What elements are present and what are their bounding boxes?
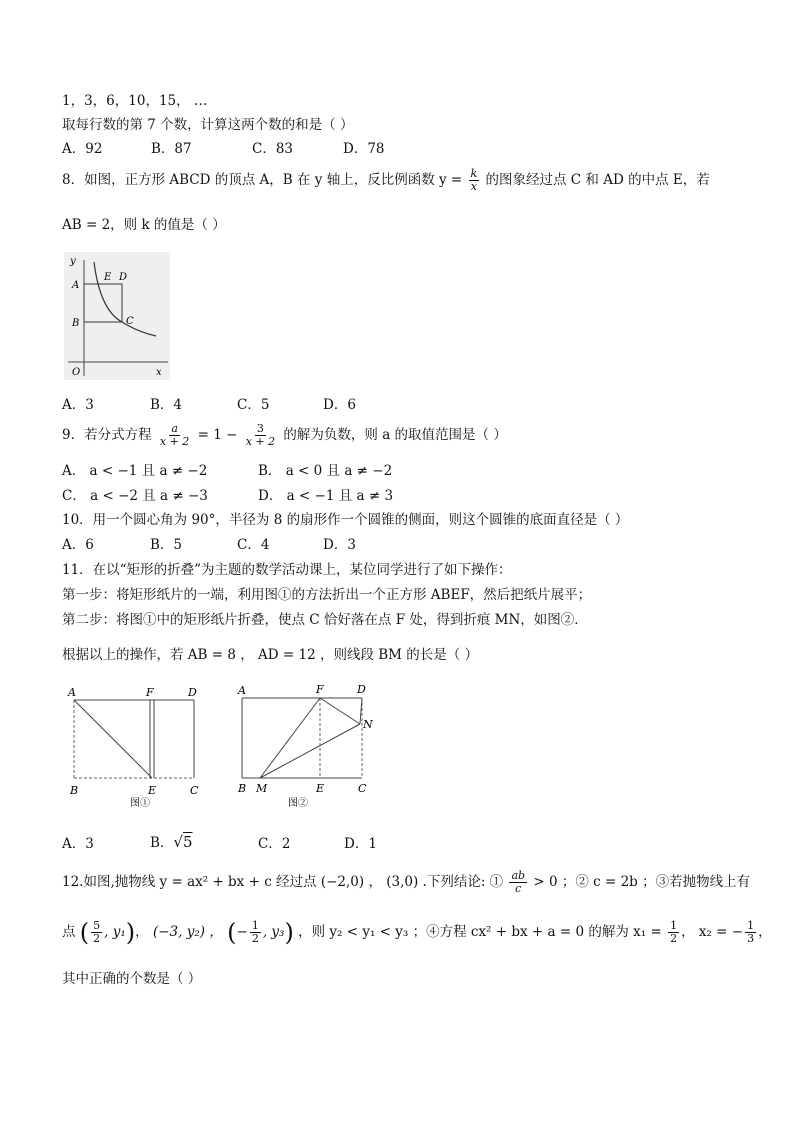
q12-x1-fraction (668, 920, 679, 945)
q11-fig1-caption: 图① (130, 798, 150, 809)
q9-fraction-1-numerator: a (171, 422, 178, 435)
q7-option-b: B．87 (151, 141, 192, 157)
q9-option-c: C． a < −2 且 a ≠ −3 (62, 488, 208, 504)
q12-x2-fraction (745, 920, 756, 945)
q11-fig2-label-f: F (316, 683, 324, 696)
q9-stem (62, 423, 507, 448)
q12-line1-part-b: > 0 ；② c = 2b ；③若抛物线上有 (533, 874, 751, 890)
q12-point3-y: , y₃ (262, 924, 285, 940)
q12-line3: 其中正确的个数是（ ） (62, 971, 202, 987)
q12-paren-open-3: ( (227, 918, 237, 947)
q11-fig2-label-b: B (238, 782, 247, 795)
q8-label-b: B (72, 318, 80, 329)
q12-line2: 点 ( $\frac{5}{2}$ , y₁)， (−3, y₂) ， (− $\frac{1}{2}$ , y₃) ，则 y₂ < y₁ < y₃ ；④方程 cx² + bx + a = 0 的解为 x₁ = $\frac{1}{2}$ ， x₂ = − $\frac{1}{3}$ ， (62, 918, 772, 947)
q12-fraction-abc-denominator: c (515, 882, 522, 895)
q11-fig1-label-c: C (190, 784, 199, 797)
q11-fig2-label-a: A (238, 684, 246, 697)
q12-x2-denominator: 3 (747, 932, 755, 945)
q11-option-c: C．2 (258, 836, 291, 852)
q12-point2: (−3, y₂) ， (152, 924, 223, 940)
q10-option-b: B．5 (150, 537, 183, 553)
q9-option-b: B． a < 0 且 a ≠ −2 (258, 463, 393, 479)
q11-option-b-radicand: 5 (182, 833, 193, 851)
q7-option-d: D．78 (343, 141, 385, 157)
q8-label-c: C (126, 316, 134, 327)
q12-fraction-abc-numerator: ab (511, 869, 526, 882)
q9-stem-part-a: 9．若分式方程 (62, 427, 152, 443)
q11-figure-1 (66, 682, 216, 810)
q11-fig1-label-b: B (70, 784, 79, 797)
q12-point1-numerator: 5 (93, 919, 101, 932)
q11-figure-2 (234, 682, 394, 810)
q9-stem-part-b: 的解为负数，则 a 的取值范围是（ ） (283, 427, 507, 443)
q8-fraction-denominator: x (470, 180, 477, 193)
q12-line2-part-b: ，则 y₂ < y₁ < y₃ ；④方程 cx² + bx + a = 0 的解为 x₁ = (298, 924, 662, 940)
q11-option-a: A．3 (62, 836, 94, 852)
q7-sequence: 1，3，6，10，15， … (62, 93, 208, 109)
q8-stem-part-b: 的图象经过点 C 和 AD 的中点 E，若 (485, 172, 710, 188)
q8-option-c: C．5 (237, 397, 270, 413)
q9-fraction-2 (244, 423, 277, 448)
q11-fig2-label-c: C (358, 782, 367, 795)
q12-line1-part-a: 12.如图,抛物线 y = ax² + bx + c 经过点 (−2,0) ， (3,0) .下列结论: ① (62, 874, 504, 890)
q11-stem: 11．在以“矩形的折叠”为主题的数学活动课上，某位同学进行了如下操作： (62, 562, 512, 578)
q12-x1-numerator: 1 (670, 919, 678, 932)
q9-equals: = 1 − (197, 427, 238, 443)
q8-option-a: A．3 (62, 397, 94, 413)
q8-label-a: A (72, 280, 80, 291)
q12-point3-denominator: 2 (251, 932, 259, 945)
q11-fig2-label-m: M (256, 782, 268, 795)
q8-fraction-numerator: k (470, 167, 478, 180)
q8-stem-part-a: 8．如图，正方形 ABCD 的顶点 A，B 在 y 轴上，反比例函数 y = (62, 172, 463, 188)
q11-fig2-label-n: N (363, 718, 373, 731)
q8-stem (62, 168, 710, 193)
q12-point1-y: , y₁ (104, 924, 126, 940)
q8-label-e: E (104, 272, 112, 283)
q11-question: 根据以上的操作，若 AB = 8 ， AD = 12 ，则线段 BM 的长是（ ） (62, 647, 479, 663)
q11-fig1-label-d: D (188, 686, 197, 699)
q9-fraction-1 (158, 423, 191, 448)
q12-line1 (62, 870, 750, 895)
q9-fraction-2-numerator: 3 (256, 422, 264, 435)
q9-fraction-1-denominator: x + 2 (159, 435, 190, 448)
q11-step1: 第一步：将矩形纸片的一端，利用图①的方法折出一个正方形 ABEF，然后把纸片展平； (62, 587, 592, 603)
q8-label-y: y (70, 256, 76, 267)
q8-label-x: x (156, 367, 162, 378)
q8-fraction (469, 168, 480, 193)
q11-option-d: D．1 (344, 836, 377, 852)
q11-fig2-label-e: E (316, 782, 325, 795)
q10-option-c: C．4 (237, 537, 270, 553)
q11-step2: 第二步：将图①中的矩形纸片折叠，使点 C 恰好落在点 F 处，得到折痕 MN，如图②． (62, 612, 588, 628)
q11-fig1-label-f: F (146, 686, 154, 699)
q10-stem: 10．用一个圆心角为 90°，半径为 8 的扇形作一个圆锥的侧面，则这个圆锥的底面直径是（ ） (62, 512, 629, 528)
q11-fig2-label-d: D (357, 683, 366, 696)
q11-fig1-label-e: E (148, 784, 157, 797)
q12-paren-open-1: ( (79, 918, 90, 947)
q12-point3-fraction (250, 920, 261, 945)
q7-option-c: C．83 (252, 141, 294, 157)
q8-stem-line2: AB = 2，则 k 的值是（ ） (62, 217, 226, 233)
q8-option-d: D．6 (323, 397, 356, 413)
q8-option-b: B．4 (150, 397, 183, 413)
q12-point3-numerator: 1 (251, 919, 259, 932)
q10-option-d: D．3 (323, 537, 356, 553)
q11-option-b-label: B． (150, 835, 174, 851)
q12-x1-denominator: 2 (670, 932, 678, 945)
q12-x2-label: ， x₂ = − (681, 924, 744, 940)
q8-figure (64, 252, 170, 380)
q12-point1-denominator: 2 (93, 932, 101, 945)
q12-point1-fraction (91, 920, 102, 945)
q11-sqrt-icon: √ (173, 833, 183, 851)
q9-fraction-2-denominator: x + 2 (245, 435, 276, 448)
q12-paren-close-3: ) (284, 918, 294, 947)
q12-x2-numerator: 1 (747, 919, 755, 932)
q9-option-a: A． a < −1 且 a ≠ −2 (62, 463, 208, 479)
q9-option-d: D． a < −1 且 a ≠ 3 (258, 488, 394, 504)
q11-option-b (150, 833, 193, 852)
q12-line2-part-a: 点 (62, 924, 76, 940)
q11-fig2-caption: 图② (288, 798, 308, 809)
q10-option-a: A．6 (62, 537, 94, 553)
q12-paren-close-1: ) (125, 918, 136, 947)
q7-stem: 取每行数的第 7 个数，计算这两个数的和是（ ） (62, 117, 354, 133)
q11-fig1-label-a: A (68, 686, 76, 699)
q7-option-a: A．92 (62, 141, 103, 157)
q12-fraction-abc (509, 870, 527, 895)
q8-label-d: D (119, 272, 128, 283)
q8-label-o: O (72, 367, 81, 378)
